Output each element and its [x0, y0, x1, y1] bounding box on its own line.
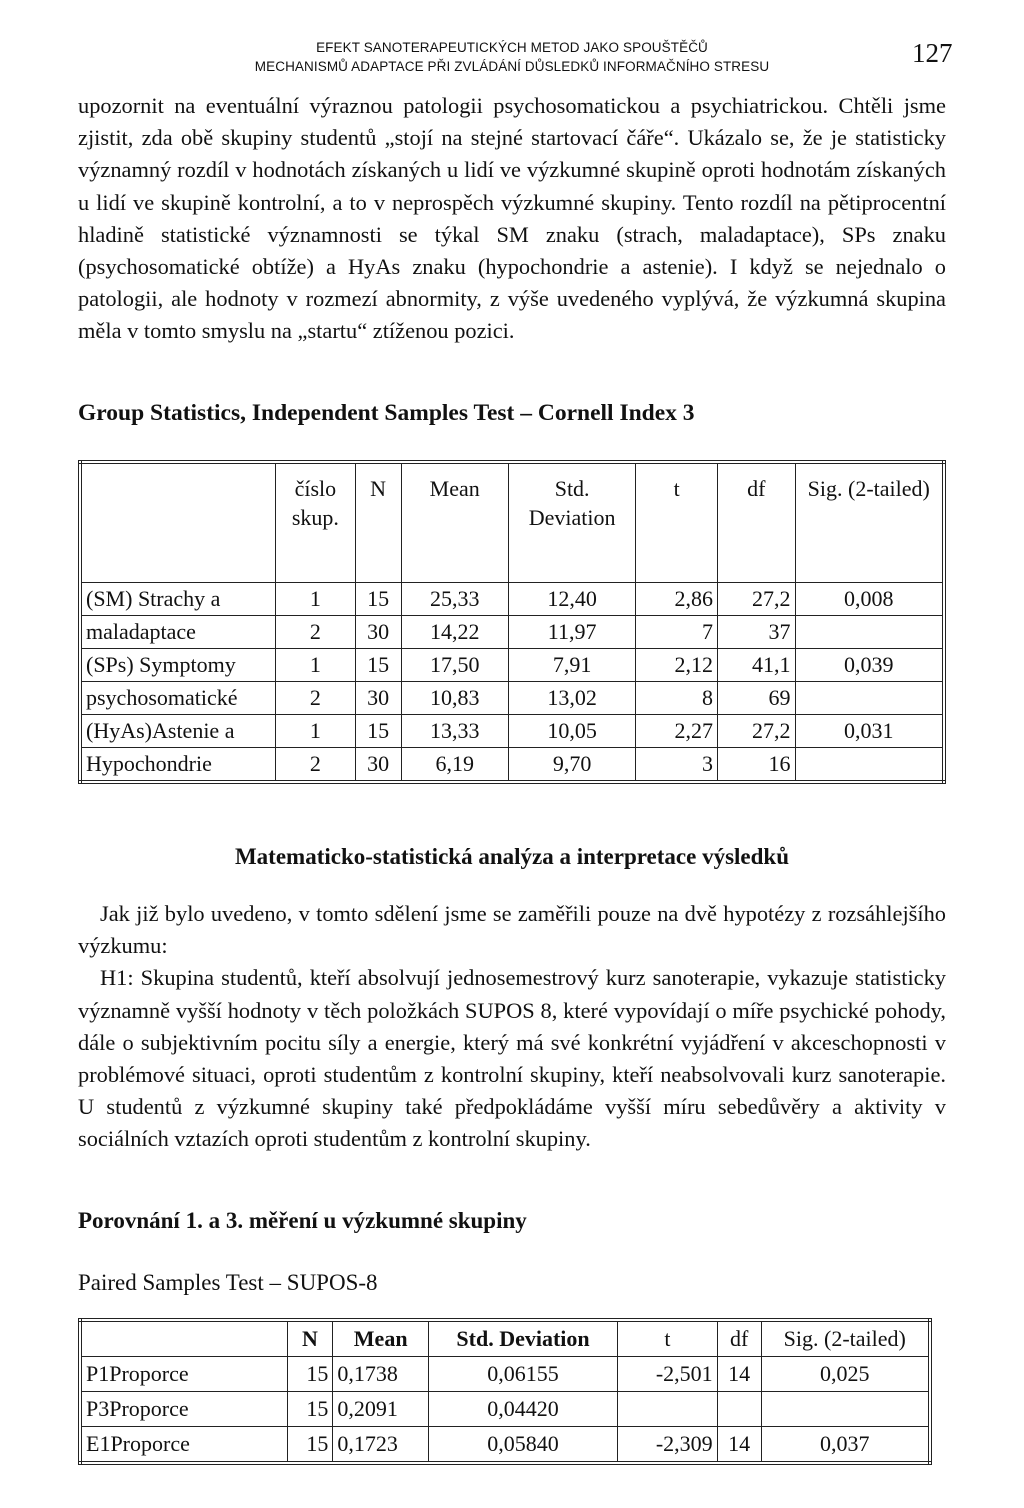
sig-cell: 0,039	[795, 649, 944, 682]
mean-cell: 25,33	[401, 583, 508, 616]
sd-cell: 11,97	[508, 616, 636, 649]
n-cell: 30	[355, 748, 401, 783]
mean-cell: 6,19	[401, 748, 508, 783]
t-cell: 2,12	[636, 649, 718, 682]
table1-header-t: t	[636, 462, 718, 583]
table1-header-empty	[80, 462, 276, 583]
row-label: P3Proporce	[80, 1392, 287, 1427]
section-heading: Matematicko-statistická analýza a interpretace výsledků	[234, 844, 790, 869]
sd-cell: 0,06155	[429, 1357, 618, 1392]
group-cell: 1	[276, 583, 356, 616]
df-cell: 14	[717, 1427, 761, 1464]
n-cell: 15	[355, 715, 401, 748]
table-row	[80, 583, 944, 616]
n-cell: 30	[355, 682, 401, 715]
row-label: (HyAs)Astenie a	[80, 715, 276, 748]
sig-cell	[795, 748, 944, 783]
group-cell: 1	[276, 649, 356, 682]
t-cell: 3	[636, 748, 718, 783]
sig-cell	[795, 616, 944, 649]
sd-cell: 13,02	[508, 682, 636, 715]
group-cell: 1	[276, 715, 356, 748]
df-cell: 27,2	[717, 583, 795, 616]
table-row	[80, 748, 944, 783]
row-label: maladaptace	[80, 616, 276, 649]
mean-cell: 0,1723	[333, 1427, 429, 1464]
sig-cell	[761, 1392, 930, 1427]
sd-cell: 9,70	[508, 748, 636, 783]
table2-header-sd: Std. Deviation	[429, 1320, 618, 1357]
running-header	[0, 38, 1024, 76]
mean-cell: 0,1738	[333, 1357, 429, 1392]
sd-cell: 0,04420	[429, 1392, 618, 1427]
table-row	[80, 1427, 930, 1464]
running-header-line-2: MECHANISMŮ ADAPTACE PŘI ZVLÁDÁNÍ DŮSLEDKŮ INFORMAČNÍHO STRESU	[254, 59, 770, 74]
table-row	[80, 1357, 930, 1392]
sd-cell: 12,40	[508, 583, 636, 616]
table1-header-sig: Sig. (2-tailed)	[795, 462, 944, 583]
row-label: E1Proporce	[80, 1427, 287, 1464]
group-statistics-table	[78, 460, 946, 784]
n-cell: 15	[287, 1427, 333, 1464]
sig-cell: 0,025	[761, 1357, 930, 1392]
row-label: psychosomatické	[80, 682, 276, 715]
df-cell: 27,2	[717, 715, 795, 748]
table2-header-row	[80, 1320, 930, 1357]
mean-cell: 13,33	[401, 715, 508, 748]
sig-cell: 0,008	[795, 583, 944, 616]
t-cell: 2,27	[636, 715, 718, 748]
row-label: (SPs) Symptomy	[80, 649, 276, 682]
table1-header-row	[80, 462, 944, 583]
sig-cell: 0,037	[761, 1427, 930, 1464]
n-cell: 15	[355, 649, 401, 682]
table1-header-n: N	[355, 462, 401, 583]
table-row	[80, 1392, 930, 1427]
hypothesis-h1: H1: Skupina studentů, kteří absolvují jednosemestrový kurz sanoterapie, vykazuje statisticky významně vyšší hodnoty v těch položkách SUPOS 8, které vypovídají o míře psychické pohody, dále o subjektivním pocitu síly a energie, který má své konkrétní vyjádření v akceschopnosti v problémové situaci, oproti studentům z kontrolní skupiny, kteří neabsolvovali kurz sanoterapie. U studentů z výzkumné skupiny také předpokládáme vyšší míru sebedůvěry a aktivity v sociálních vztazích oproti studentům z kontrolní skupiny.	[78, 965, 946, 1152]
table2-header-t: t	[618, 1320, 718, 1357]
table-row	[80, 616, 944, 649]
df-cell: 69	[717, 682, 795, 715]
mean-cell: 10,83	[401, 682, 508, 715]
table-row	[80, 715, 944, 748]
t-cell: 8	[636, 682, 718, 715]
table-row	[80, 682, 944, 715]
page-number: 127	[912, 38, 953, 68]
running-header-line-1: EFEKT SANOTERAPEUTICKÝCH METOD JAKO SPOUŠTĚČŮ	[316, 40, 708, 55]
table2-title: Paired Samples Test – SUPOS-8	[78, 1270, 378, 1295]
table2-header-mean: Mean	[333, 1320, 429, 1357]
row-label: Hypochondrie	[80, 748, 276, 783]
sd-cell: 0,05840	[429, 1427, 618, 1464]
table2-header-empty	[80, 1320, 287, 1357]
table-row	[80, 649, 944, 682]
df-cell: 41,1	[717, 649, 795, 682]
comparison-heading: Porovnání 1. a 3. měření u výzkumné skupiny	[78, 1208, 527, 1233]
group-cell: 2	[276, 682, 356, 715]
intro-paragraph	[78, 90, 946, 348]
n-cell: 30	[355, 616, 401, 649]
table2-header-sig: Sig. (2-tailed)	[761, 1320, 930, 1357]
t-cell: 7	[636, 616, 718, 649]
paired-samples-table	[78, 1318, 932, 1465]
mean-cell: 14,22	[401, 616, 508, 649]
hypothesis-block	[78, 898, 946, 1156]
sig-cell	[795, 682, 944, 715]
df-cell: 37	[717, 616, 795, 649]
n-cell: 15	[287, 1392, 333, 1427]
mean-cell: 0,2091	[333, 1392, 429, 1427]
table1-title: Group Statistics, Independent Samples Test – Cornell Index 3	[78, 400, 695, 426]
group-cell: 2	[276, 616, 356, 649]
df-cell: 14	[717, 1357, 761, 1392]
intro-paragraph-text: upozornit na eventuální výraznou patologii psychosomatickou a psychiatrickou. Chtěli jsme zjistit, zda obě skupiny studentů „stojí na stejné startovací čáře“. Ukázalo se, že je statisticky významný rozdíl v hodnotách získaných u lidí ve výzkumné skupině oproti hodnotám získaných u lidí ve skupině kontrolní, a to v neprospěch výzkumné skupiny. Tento rozdíl na pětiprocentní hladině statistické významnosti se týkal SM znaku (strach, maladaptace), SPs znaku (psychosomatické obtíže) a HyAs znaku (hypochondrie a astenie). I když se nejednalo o patologii, ale hodnoty v rozmezí abnormity, z výše uvedeného vyplývá, že výzkumná skupina měla v tomto smyslu na „startu“ ztíženou pozici.	[78, 93, 946, 344]
hypothesis-intro: Jak již bylo uvedeno, v tomto sdělení jsme se zaměřili pouze na dvě hypotézy z rozsáhlejšího výzkumu:	[78, 901, 946, 959]
row-label: (SM) Strachy a	[80, 583, 276, 616]
table1-header-mean: Mean	[401, 462, 508, 583]
table1-header-sd: Std. Deviation	[508, 462, 636, 583]
sd-cell: 10,05	[508, 715, 636, 748]
group-cell: 2	[276, 748, 356, 783]
sd-cell: 7,91	[508, 649, 636, 682]
mean-cell: 17,50	[401, 649, 508, 682]
df-cell: 16	[717, 748, 795, 783]
table1-header-df: df	[717, 462, 795, 583]
t-cell: -2,309	[618, 1427, 718, 1464]
table2-header-df: df	[717, 1320, 761, 1357]
t-cell: 2,86	[636, 583, 718, 616]
t-cell	[618, 1392, 718, 1427]
n-cell: 15	[355, 583, 401, 616]
df-cell	[717, 1392, 761, 1427]
table2-header-n: N	[287, 1320, 333, 1357]
n-cell: 15	[287, 1357, 333, 1392]
t-cell: -2,501	[618, 1357, 718, 1392]
row-label: P1Proporce	[80, 1357, 287, 1392]
table1-header-group: číslo skup.	[276, 462, 356, 583]
sig-cell: 0,031	[795, 715, 944, 748]
